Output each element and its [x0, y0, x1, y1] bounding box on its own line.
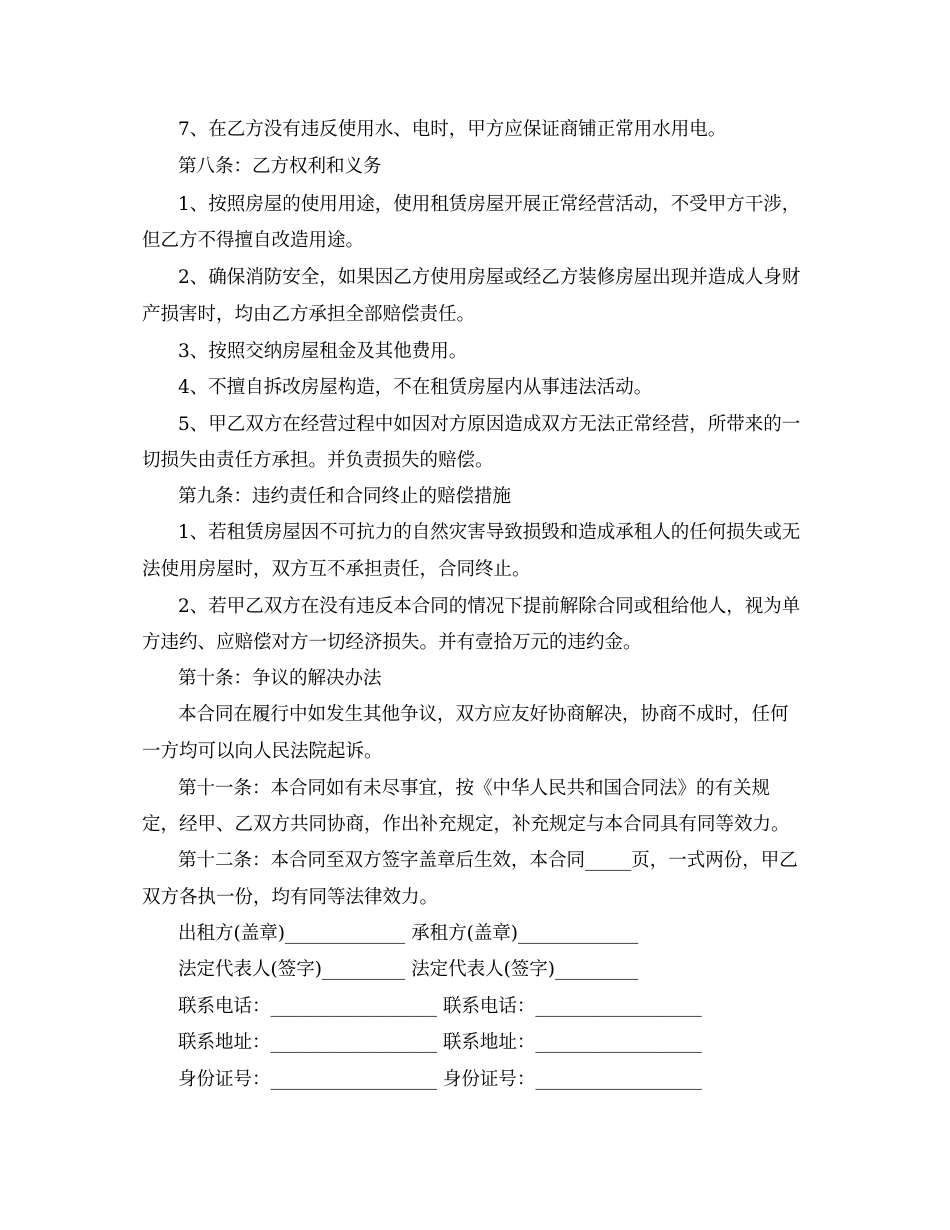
article-8-item-2-line-1: 2、确保消防安全，如果因乙方使用房屋或经乙方装修房屋出现并造成人身财 — [178, 267, 801, 288]
article-8-item-1-line-2: 但乙方不得擅自改造用途。 — [142, 230, 365, 251]
article-8-item-5-line-2: 切损失由责任方承担。并负责损失的赔偿。 — [142, 450, 494, 471]
article-11-line-2: 定，经甲、乙双方共同协商，作出补充规定，补充规定与本合同具有同等效力。 — [142, 814, 790, 835]
article-9-heading: 第九条：违约责任和合同终止的赔偿措施 — [178, 486, 512, 507]
article-8-item-2-line-2: 产损害时，均由乙方承担全部赔偿责任。 — [142, 304, 476, 325]
article-9-item-2-line-1: 2、若甲乙双方在没有违反本合同的情况下提前解除合同或租给他人，视为单 — [178, 596, 801, 617]
legal-representative-row: 法定代表人(签字)_________ 法定代表人(签字)_________ — [178, 959, 639, 980]
clause-7-water-electricity: 7、在乙方没有违反使用水、电时，甲方应保证商铺正常用水用电。 — [178, 119, 727, 140]
article-9-item-1-line-2: 法使用房屋时，双方互不承担责任，合同终止。 — [142, 559, 531, 580]
article-8-item-1-line-1: 1、按照房屋的使用用途，使用租赁房屋开展正常经营活动，不受甲方干涉， — [178, 194, 801, 215]
article-12-line-1: 第十二条：本合同至双方签字盖章后生效，本合同_____页，一式两份，甲乙 — [178, 850, 798, 871]
article-11-line-1: 第十一条：本合同如有未尽事宜，按《中华人民共和国合同法》的有关规 — [178, 778, 771, 799]
article-8-heading: 第八条：乙方权利和义务 — [178, 156, 382, 177]
article-12-line-2: 双方各执一份，均有同等法律效力。 — [142, 887, 439, 908]
article-8-item-4: 4、不擅自拆改房屋构造，不在租赁房屋内从事违法活动。 — [178, 377, 653, 398]
contact-address-row: 联系地址：__________________ 联系地址：__________________ — [178, 1032, 702, 1053]
article-10-body-line-2: 一方均可以向人民法院起诉。 — [142, 741, 383, 762]
id-number-row: 身份证号：__________________ 身份证号：__________________ — [178, 1069, 702, 1090]
article-8-item-3: 3、按照交纳房屋租金及其他费用。 — [178, 341, 468, 362]
article-9-item-2-line-2: 方违约、应赔偿对方一切经济损失。并有壹拾万元的违约金。 — [142, 632, 642, 653]
contact-phone-row: 联系电话：__________________ 联系电话：__________________ — [178, 996, 702, 1017]
article-10-body-line-1: 本合同在履行中如发生其他争议，双方应友好协商解决，协商不成时，任何 — [178, 704, 789, 725]
signature-seal-row: 出租方(盖章)_____________ 承租方(盖章)_____________ — [178, 923, 639, 944]
article-9-item-1-line-1: 1、若租赁房屋因不可抗力的自然灾害导致损毁和造成承租人的任何损失或无 — [178, 522, 801, 543]
article-10-heading: 第十条：争议的解决办法 — [178, 668, 382, 689]
article-8-item-5-line-1: 5、甲乙双方在经营过程中如因对方原因造成双方无法正常经营，所带来的一 — [178, 414, 801, 435]
